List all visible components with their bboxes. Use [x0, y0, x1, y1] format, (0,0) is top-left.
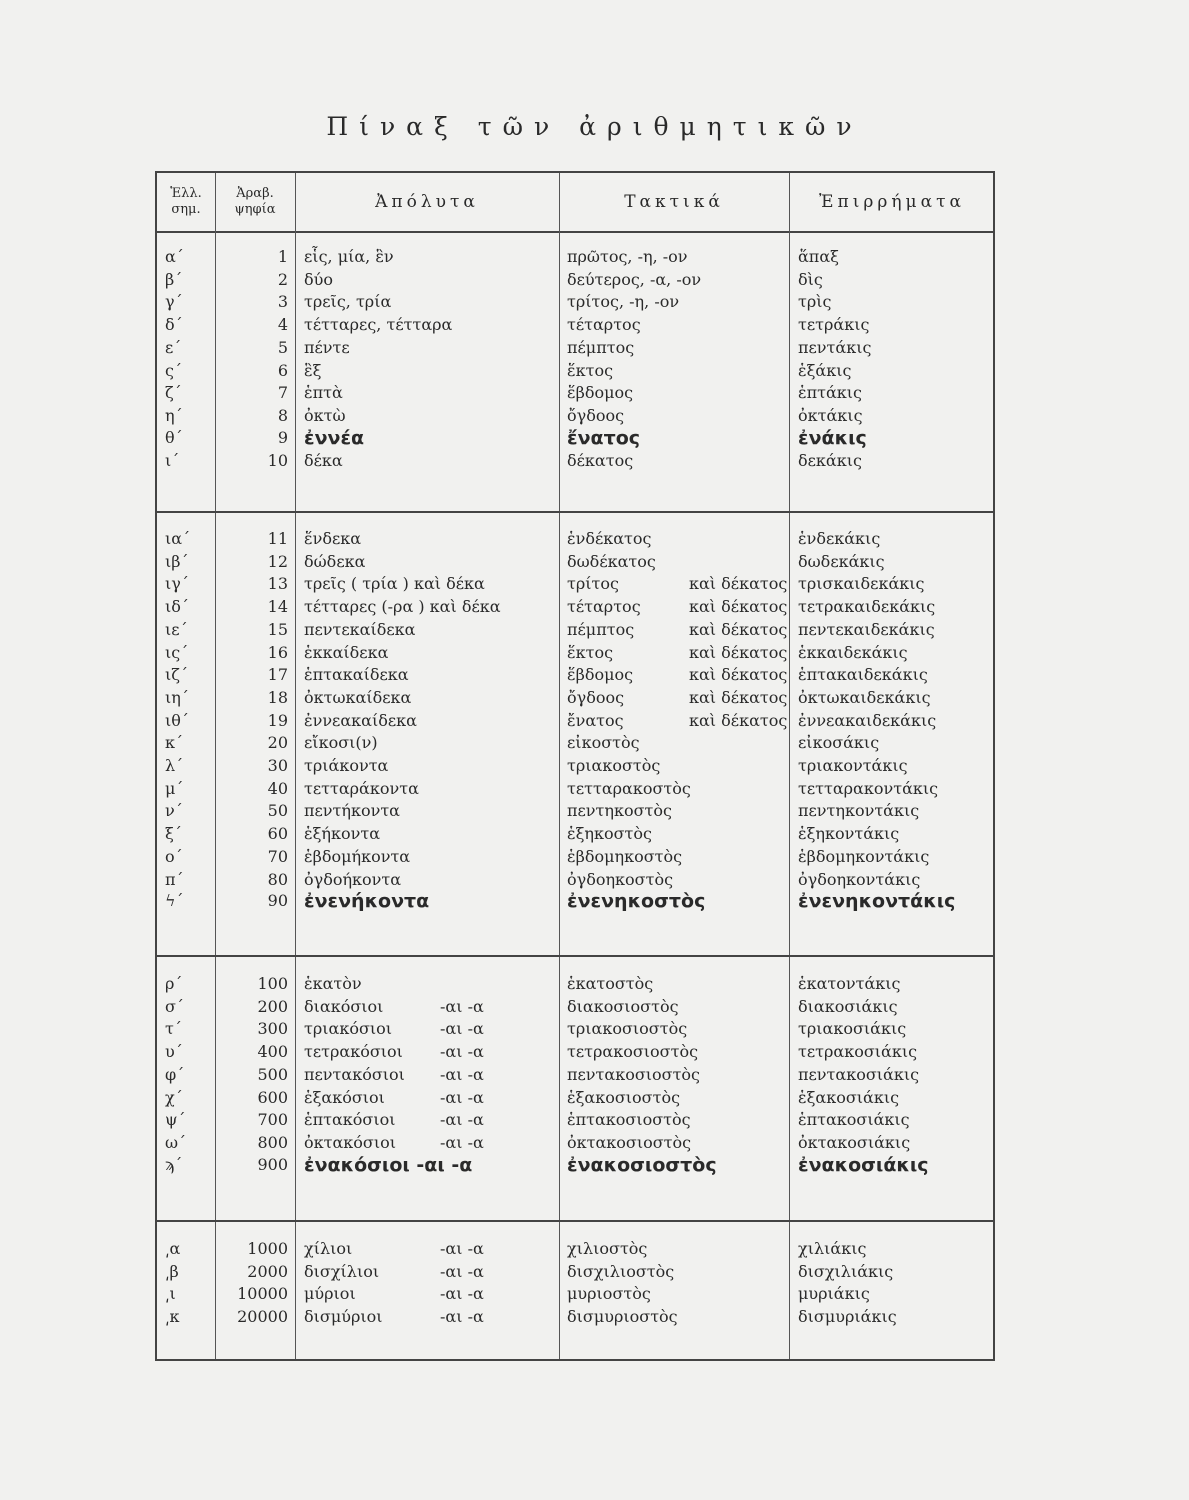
cell-greek: β΄: [165, 269, 183, 289]
cell-arabic: 12: [267, 551, 288, 571]
table-row: [157, 1132, 993, 1155]
cell-greek: υ΄: [165, 1042, 183, 1062]
cell-adverb: ἐνακοσιάκις: [798, 1153, 929, 1176]
cell-adverb: ὀκτωκαιδεκάκις: [798, 687, 931, 707]
cell-adverb: ἑνδεκάκις: [798, 529, 881, 548]
cell-ordinal: πρῶτος, -η, -ον: [567, 247, 688, 266]
cell-ordinal: ἕβδομος: [567, 383, 634, 403]
cell-greek: ιε΄: [165, 619, 188, 639]
cell-adverb: πεντάκις: [798, 337, 872, 357]
table-row: [157, 337, 993, 360]
cell-arabic: 16: [267, 642, 288, 662]
cell-cardinal: ἐννέα: [304, 426, 365, 449]
table-row: [157, 382, 993, 405]
cell-greek: ο΄: [165, 846, 183, 866]
cell-cardinal: δισμύριοι: [304, 1307, 383, 1327]
cell-cardinal: δισχίλιοι: [304, 1261, 380, 1281]
header-cardinal: Ἀπόλυτα: [375, 192, 479, 212]
cell-ordinal-suffix: καὶ δέκατος: [689, 597, 788, 617]
table-row: [157, 890, 993, 913]
cell-greek: φ΄: [165, 1064, 185, 1084]
cell-greek: ξ΄: [165, 824, 182, 844]
cell-cardinal: τέτταρες, τέτταρα: [304, 315, 453, 335]
cell-cardinal: ἑκκαίδεκα: [304, 642, 389, 662]
cell-cardinal: ὀκτὼ: [304, 405, 346, 425]
cell-ordinal: ἕκτος: [567, 360, 614, 380]
cell-ordinal: τετταρακοστὸς: [567, 778, 691, 798]
cell-greek: ς΄: [165, 360, 182, 380]
table-row: [157, 1238, 993, 1261]
cell-greek: ιδ΄: [165, 597, 189, 617]
cell-ordinal: τετρακοσιοστὸς: [567, 1042, 699, 1062]
cell-adverb: δισχιλιάκις: [798, 1261, 894, 1281]
cell-greek: ιγ΄: [165, 574, 189, 594]
cell-arabic: 4: [277, 315, 288, 335]
cell-ordinal-suffix: καὶ δέκατος: [689, 687, 788, 707]
cell-cardinal: πεντεκαίδεκα: [304, 619, 416, 639]
header-arabic-line1: Ἀραβ.: [236, 186, 274, 201]
cell-greek: γ΄: [165, 292, 183, 312]
cell-ordinal-suffix: καὶ δέκατος: [689, 642, 788, 662]
cell-arabic: 60: [267, 824, 288, 844]
cell-ordinal: πέμπτος: [567, 619, 635, 639]
cell-cardinal: ἑκατὸν: [304, 974, 362, 993]
cell-cardinal-suffix: -αι -α: [440, 1307, 484, 1327]
cell-ordinal: ἔνατος: [567, 710, 624, 730]
header-ordinal: Τακτικά: [624, 192, 724, 212]
header-greek-line2: σημ.: [171, 202, 201, 217]
table-row: [157, 360, 993, 383]
cell-cardinal-suffix: -αι -α: [440, 1064, 484, 1084]
cell-arabic: 11: [267, 529, 288, 548]
table-row: [157, 1261, 993, 1284]
cell-ordinal: ἑβδομηκοστὸς: [567, 846, 683, 866]
cell-cardinal: τριακόσιοι: [304, 1019, 393, 1039]
cell-ordinal: ἕβδομος: [567, 665, 634, 685]
cell-arabic: 15: [267, 619, 288, 639]
cell-cardinal: πεντακόσιοι: [304, 1064, 405, 1084]
cell-ordinal: δεύτερος, -α, -ον: [567, 269, 702, 289]
cell-adverb: ὀκτάκις: [798, 405, 863, 425]
header-greek-line1: Ἑλλ.: [170, 186, 202, 201]
cell-adverb: δισμυριάκις: [798, 1307, 897, 1327]
cell-arabic: 20: [267, 733, 288, 753]
cell-cardinal: ἓξ: [304, 360, 322, 380]
cell-arabic: 1: [277, 247, 288, 266]
cell-cardinal: ἑπτακαίδεκα: [304, 665, 409, 685]
table-row: [157, 800, 993, 823]
table-row: [157, 269, 993, 292]
cell-arabic: 200: [257, 996, 288, 1016]
section-divider: [157, 511, 993, 513]
cell-ordinal-suffix: καὶ δέκατος: [689, 619, 788, 639]
cell-greek: λ΄: [165, 756, 184, 775]
cell-arabic: 400: [257, 1042, 288, 1062]
cell-ordinal: τρίτος, -η, -ον: [567, 292, 680, 312]
cell-greek: ιθ΄: [165, 710, 189, 730]
table-row: [157, 1087, 993, 1110]
cell-cardinal: μύριοι: [304, 1284, 356, 1304]
table-row: [157, 1306, 993, 1329]
cell-greek: ν΄: [165, 801, 183, 821]
table-row: [157, 427, 993, 450]
cell-adverb: ὀγδοηκοντάκις: [798, 869, 921, 889]
cell-ordinal: ἑκατοστὸς: [567, 974, 654, 993]
cell-ordinal: ὄγδοος: [567, 687, 625, 707]
cell-cardinal: πεντήκοντα: [304, 801, 400, 821]
table-row: [157, 869, 993, 892]
cell-greek: ιβ΄: [165, 551, 189, 571]
cell-greek: κ΄: [165, 733, 183, 753]
cell-cardinal: εἴκοσι(ν): [304, 733, 378, 753]
cell-ordinal: ἐνακοσιοστὸς: [567, 1153, 717, 1176]
cell-arabic: 30: [267, 756, 288, 775]
cell-ordinal-suffix: καὶ δέκατος: [689, 665, 788, 685]
table-row: [157, 996, 993, 1019]
cell-ordinal: δωδέκατος: [567, 551, 656, 571]
table-row: [157, 664, 993, 687]
cell-arabic: 17: [267, 665, 288, 685]
table-row: [157, 619, 993, 642]
cell-arabic: 10000: [237, 1284, 288, 1304]
table-row: [157, 755, 993, 778]
cell-cardinal: τρεῖς ( τρία ) καὶ δέκα: [304, 574, 485, 594]
cell-cardinal: ὀκτακόσιοι: [304, 1132, 397, 1152]
cell-adverb: τρισκαιδεκάκις: [798, 574, 925, 594]
table-row: [157, 596, 993, 619]
cell-ordinal: ἑξηκοστὸς: [567, 824, 652, 844]
section-divider: [157, 955, 993, 957]
cell-greek: ͵α: [165, 1239, 181, 1258]
cell-arabic: 100: [257, 974, 288, 993]
cell-cardinal-suffix: -αι -α: [440, 1110, 484, 1130]
cell-ordinal: ἕκτος: [567, 642, 614, 662]
cell-greek: ͵κ: [165, 1307, 180, 1327]
cell-arabic: 5: [277, 337, 288, 357]
cell-adverb: πεντεκαιδεκάκις: [798, 619, 935, 639]
cell-ordinal: ὀκτακοσιοστὸς: [567, 1132, 692, 1152]
table-row: [157, 846, 993, 869]
cell-arabic: 14: [267, 597, 288, 617]
cell-cardinal: ἑξακόσιοι: [304, 1087, 385, 1107]
cell-greek: ͵β: [165, 1261, 179, 1281]
cell-ordinal: δέκατος: [567, 451, 634, 471]
cell-adverb: τρὶς: [798, 292, 832, 312]
cell-arabic: 50: [267, 801, 288, 821]
cell-adverb: ἑβδομηκοντάκις: [798, 846, 930, 866]
cell-cardinal: διακόσιοι: [304, 996, 384, 1016]
cell-adverb: ἑξακοσιάκις: [798, 1087, 900, 1107]
cell-cardinal: τετταράκοντα: [304, 778, 419, 798]
cell-adverb: διακοσιάκις: [798, 996, 898, 1016]
cell-ordinal: εἰκοστὸς: [567, 733, 640, 753]
cell-greek: ψ΄: [165, 1110, 186, 1130]
page-title: Πίναξ τῶν ἀριθμητικῶν: [326, 112, 863, 141]
table-row: [157, 291, 993, 314]
cell-adverb: τετράκις: [798, 315, 870, 335]
cell-greek: ϟ΄: [165, 891, 184, 911]
cell-greek: ͵ι: [165, 1284, 176, 1304]
cell-adverb: ἑπτακοσιάκις: [798, 1110, 910, 1130]
cell-greek: ις΄: [165, 642, 189, 662]
cell-adverb: ὀκτακοσιάκις: [798, 1132, 911, 1152]
cell-adverb: ἑξάκις: [798, 360, 852, 380]
cell-arabic: 18: [267, 687, 288, 707]
table-row: [157, 973, 993, 996]
table-row: [157, 314, 993, 337]
cell-ordinal-suffix: καὶ δέκατος: [689, 710, 788, 730]
cell-greek: ω΄: [165, 1132, 187, 1152]
cell-arabic: 300: [257, 1019, 288, 1039]
cell-cardinal-suffix: -αι -α: [440, 1132, 484, 1152]
cell-cardinal: ἑβδομήκοντα: [304, 846, 411, 866]
header-adverb: Ἐπιρρήματα: [819, 192, 965, 212]
cell-adverb: ἑκκαιδεκάκις: [798, 642, 908, 662]
cell-arabic: 2000: [247, 1261, 288, 1281]
cell-arabic: 700: [257, 1110, 288, 1130]
cell-arabic: 13: [267, 574, 288, 594]
cell-adverb: πεντηκοντάκις: [798, 801, 920, 821]
cell-adverb: τετρακαιδεκάκις: [798, 597, 936, 617]
cell-cardinal: ἑπτακόσιοι: [304, 1110, 396, 1130]
table-row: [157, 573, 993, 596]
cell-greek: ιζ΄: [165, 665, 188, 685]
cell-ordinal: τριακοστὸς: [567, 756, 661, 775]
header-greek-numeral: [157, 173, 215, 231]
cell-ordinal: τρίτος: [567, 574, 619, 594]
table-row: [157, 1041, 993, 1064]
cell-arabic: 7: [277, 383, 288, 403]
numerals-table: [155, 171, 995, 1361]
cell-cardinal-suffix: -αι -α: [440, 1284, 484, 1304]
cell-adverb: δὶς: [798, 269, 823, 289]
table-row: [157, 1018, 993, 1041]
table-row: [157, 405, 993, 428]
cell-arabic: 1000: [247, 1239, 288, 1258]
cell-adverb: μυριάκις: [798, 1284, 870, 1304]
cell-adverb: τετρακοσιάκις: [798, 1042, 918, 1062]
cell-arabic: 8: [277, 405, 288, 425]
cell-arabic: 500: [257, 1064, 288, 1084]
cell-greek: ιη΄: [165, 687, 189, 707]
cell-cardinal: τετρακόσιοι: [304, 1042, 403, 1062]
cell-cardinal: τριάκοντα: [304, 756, 389, 775]
cell-cardinal: χίλιοι: [304, 1239, 353, 1258]
cell-greek: θ΄: [165, 427, 183, 447]
table-row: [157, 1064, 993, 1087]
cell-greek: η΄: [165, 405, 183, 425]
cell-ordinal: ἑξακοσιοστὸς: [567, 1087, 681, 1107]
cell-ordinal: τέταρτος: [567, 597, 641, 617]
cell-adverb: ἅπαξ: [798, 247, 839, 266]
cell-ordinal: μυριοστὸς: [567, 1284, 651, 1304]
cell-adverb: τετταρακοντάκις: [798, 778, 939, 798]
cell-ordinal: ἐνενηκοστὸς: [567, 890, 706, 913]
cell-adverb: δωδεκάκις: [798, 551, 885, 571]
cell-arabic: 80: [267, 869, 288, 889]
cell-adverb: τριακοντάκις: [798, 756, 908, 775]
table-row: [157, 1154, 993, 1177]
cell-cardinal: ἕνδεκα: [304, 529, 362, 548]
cell-cardinal: ὀκτωκαίδεκα: [304, 687, 412, 707]
cell-adverb: πεντακοσιάκις: [798, 1064, 920, 1084]
cell-arabic: 600: [257, 1087, 288, 1107]
cell-ordinal: δισχιλιοστὸς: [567, 1261, 675, 1281]
cell-ordinal: δισμυριοστὸς: [567, 1307, 678, 1327]
cell-adverb: ἑξηκοντάκις: [798, 824, 900, 844]
cell-greek: ϡ΄: [165, 1154, 183, 1174]
cell-greek: ζ΄: [165, 383, 182, 403]
cell-ordinal: τριακοσιοστὸς: [567, 1019, 688, 1039]
cell-arabic: 3: [277, 292, 288, 312]
table-row: [157, 710, 993, 733]
cell-cardinal: τρεῖς, τρία: [304, 292, 392, 312]
cell-adverb: ἐννεακαιδεκάκις: [798, 710, 937, 730]
cell-greek: χ΄: [165, 1087, 183, 1107]
cell-greek: α΄: [165, 247, 184, 266]
cell-cardinal-suffix: -αι -α: [440, 1019, 484, 1039]
cell-ordinal: πεντηκοστὸς: [567, 801, 672, 821]
table-row: [157, 246, 993, 269]
cell-ordinal: τέταρτος: [567, 315, 641, 335]
cell-cardinal-suffix: -αι -α: [440, 1042, 484, 1062]
cell-cardinal: ἑπτὰ: [304, 383, 343, 403]
cell-ordinal: διακοσιοστὸς: [567, 996, 679, 1016]
cell-arabic: 900: [257, 1154, 288, 1174]
cell-arabic: 6: [277, 360, 288, 380]
header-arabic-line2: ψηφία: [234, 202, 276, 217]
table-row: [157, 823, 993, 846]
cell-cardinal: τέτταρες (-ρα ) καὶ δέκα: [304, 597, 501, 617]
cell-adverb: δεκάκις: [798, 451, 862, 471]
cell-cardinal: δώδεκα: [304, 551, 366, 571]
cell-ordinal: χιλιοστὸς: [567, 1239, 648, 1258]
cell-cardinal: δέκα: [304, 451, 343, 471]
cell-arabic: 70: [267, 846, 288, 866]
cell-greek: δ΄: [165, 315, 183, 335]
cell-adverb: τριακοσιάκις: [798, 1019, 907, 1039]
table-header: [157, 173, 993, 233]
cell-cardinal-suffix: -αι -α: [440, 1239, 484, 1258]
cell-adverb: ἑκατοντάκις: [798, 974, 901, 993]
cell-ordinal: ἑνδέκατος: [567, 529, 652, 548]
cell-cardinal: ἐννεακαίδεκα: [304, 710, 417, 730]
cell-adverb: εἰκοσάκις: [798, 733, 880, 753]
cell-cardinal-suffix: -αι -α: [440, 1087, 484, 1107]
cell-cardinal: εἷς, μία, ἓν: [304, 247, 394, 266]
cell-greek: ι΄: [165, 451, 180, 471]
cell-greek: ρ΄: [165, 974, 183, 993]
cell-arabic: 40: [267, 778, 288, 798]
cell-cardinal-suffix: -αι -α: [440, 996, 484, 1016]
cell-arabic: 19: [267, 710, 288, 730]
cell-arabic: 10: [267, 451, 288, 471]
cell-adverb: ἐνενηκοντάκις: [798, 890, 956, 913]
cell-ordinal: ἑπτακοσιοστὸς: [567, 1110, 691, 1130]
cell-adverb: ἑπτακαιδεκάκις: [798, 665, 928, 685]
cell-cardinal: ἐνακόσιοι -αι -α: [304, 1153, 473, 1176]
cell-cardinal-suffix: -αι -α: [440, 1261, 484, 1281]
cell-cardinal: ἐνενήκοντα: [304, 890, 430, 913]
cell-ordinal: ὄγδοος: [567, 405, 625, 425]
table-row: [157, 687, 993, 710]
cell-cardinal: ἑξήκοντα: [304, 824, 380, 844]
table-row: [157, 551, 993, 574]
cell-greek: σ΄: [165, 996, 184, 1016]
cell-greek: π΄: [165, 869, 184, 889]
cell-ordinal-suffix: καὶ δέκατος: [689, 574, 788, 594]
cell-greek: ε΄: [165, 337, 182, 357]
table-row: [157, 450, 993, 473]
table-row: [157, 778, 993, 801]
cell-arabic: 2: [277, 269, 288, 289]
section-divider: [157, 1220, 993, 1222]
cell-cardinal: πέντε: [304, 337, 350, 357]
cell-cardinal: ὀγδοήκοντα: [304, 869, 402, 889]
cell-greek: τ΄: [165, 1019, 182, 1039]
cell-adverb: ἐνάκις: [798, 426, 867, 449]
cell-adverb: χιλιάκις: [798, 1239, 867, 1258]
cell-adverb: ἑπτάκις: [798, 383, 862, 403]
table-row: [157, 732, 993, 755]
header-arabic-digits: [215, 173, 295, 231]
table-row: [157, 642, 993, 665]
cell-ordinal: πεντακοσιοστὸς: [567, 1064, 701, 1084]
cell-arabic: 9: [277, 427, 288, 447]
cell-ordinal: πέμπτος: [567, 337, 635, 357]
table-row: [157, 1283, 993, 1306]
table-row: [157, 528, 993, 551]
cell-arabic: 90: [267, 891, 288, 911]
cell-cardinal: δύο: [304, 269, 333, 289]
cell-greek: ια΄: [165, 529, 191, 548]
cell-greek: μ΄: [165, 778, 184, 798]
cell-arabic: 20000: [237, 1307, 288, 1327]
cell-ordinal: ἔνατος: [567, 426, 641, 449]
table-row: [157, 1109, 993, 1132]
cell-arabic: 800: [257, 1132, 288, 1152]
cell-ordinal: ὀγδοηκοστὸς: [567, 869, 674, 889]
